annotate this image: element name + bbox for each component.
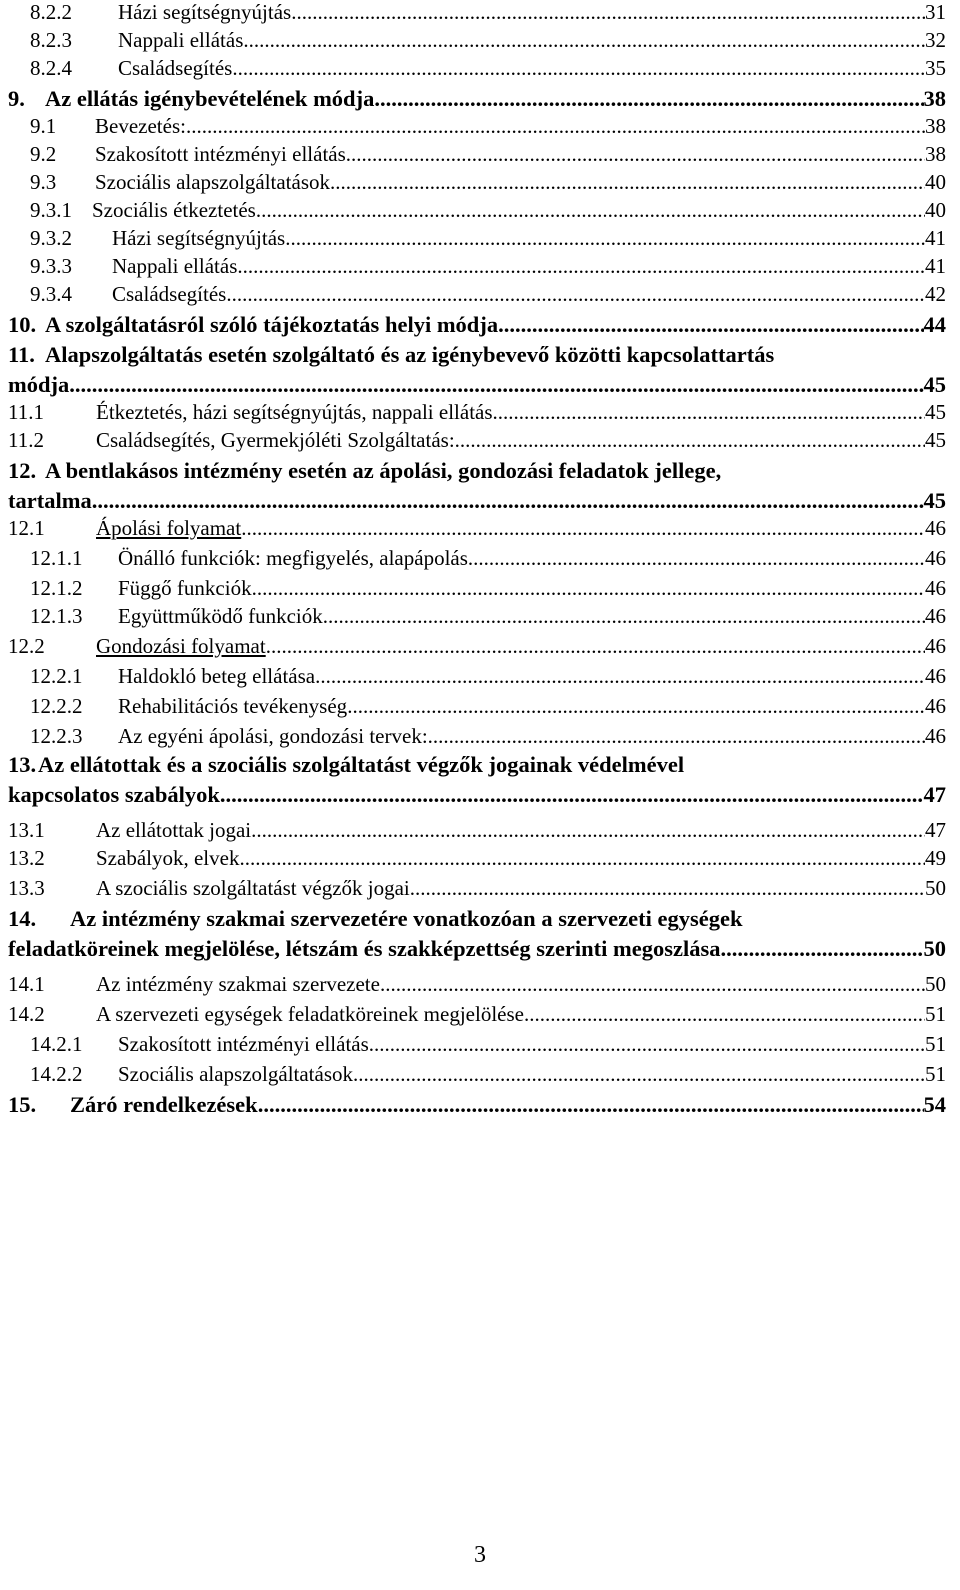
toc-entry-page: 42: [925, 282, 946, 306]
toc-dot-leader: [226, 282, 925, 307]
toc-dot-leader: [347, 694, 925, 719]
toc-entry-continuation[interactable]: [8, 488, 946, 518]
toc-entry[interactable]: [8, 400, 946, 430]
toc-entry[interactable]: [30, 170, 946, 200]
toc-entry-title: Nappali ellátás: [112, 254, 238, 278]
toc-entry[interactable]: [30, 576, 946, 606]
toc-entry-page: 32: [925, 28, 946, 52]
toc-entry-title: Szakosított intézményi ellátás: [95, 142, 346, 166]
toc-entry[interactable]: [30, 56, 946, 86]
toc-entry-page: 38: [923, 86, 946, 111]
toc-entry-number: 12.1.1: [30, 546, 83, 570]
toc-entry-continuation[interactable]: [8, 372, 946, 402]
toc-dot-leader: [369, 1032, 925, 1057]
toc-entry[interactable]: [8, 876, 946, 906]
toc-dot-leader: [243, 28, 925, 53]
toc-entry-number: 12.: [8, 458, 37, 483]
toc-dot-leader: [323, 604, 925, 629]
toc-entry-page: 46: [925, 694, 946, 718]
toc-entry-title: Rehabilitációs tevékenység: [118, 694, 348, 718]
toc-entry-number: 9.1: [30, 114, 57, 138]
toc-dot-leader: [256, 198, 925, 223]
toc-entry-title: Családsegítés: [112, 282, 227, 306]
toc-entry-page: 50: [925, 972, 946, 996]
toc-entry-page: 41: [925, 226, 946, 250]
toc-dot-leader: [251, 818, 925, 843]
toc-entry-title: Haldokló beteg ellátása: [118, 664, 316, 688]
toc-dot-leader: [428, 724, 925, 749]
toc-entry-number: 14.1: [8, 972, 45, 996]
toc-entry-number: 14.2.1: [30, 1032, 83, 1056]
toc-entry-page: 49: [925, 846, 946, 870]
toc-entry-page: 41: [925, 254, 946, 278]
toc-entry[interactable]: [8, 86, 946, 116]
toc-dot-leader: [232, 56, 925, 81]
toc-entry-page: 46: [925, 634, 946, 658]
toc-entry[interactable]: [8, 818, 946, 848]
toc-entry-title: Szociális étkeztetés: [92, 198, 256, 222]
toc-entry[interactable]: [8, 752, 684, 782]
toc-entry[interactable]: [30, 114, 946, 144]
toc-entry-title-continued: módja: [8, 372, 70, 397]
toc-entry[interactable]: [8, 906, 742, 936]
toc-entry-page: 47: [923, 782, 946, 807]
toc-entry-number: 13.2: [8, 846, 45, 870]
toc-dot-leader: [498, 312, 923, 338]
toc-entry[interactable]: [30, 1032, 946, 1062]
toc-entry-number: 9.3.1: [30, 198, 72, 222]
toc-entry-page: 45: [923, 372, 946, 397]
toc-entry[interactable]: [30, 694, 946, 724]
toc-dot-leader: [92, 488, 924, 514]
toc-entry-title: Szociális alapszolgáltatások: [95, 170, 331, 194]
toc-entry[interactable]: [8, 516, 946, 546]
toc-entry-page: 51: [925, 1032, 946, 1056]
toc-entry-number: 14.2: [8, 1002, 45, 1026]
toc-entry-page: 38: [925, 114, 946, 138]
toc-entry[interactable]: [30, 28, 946, 58]
toc-entry-title: Együttműködő funkciók: [118, 604, 323, 628]
toc-dot-leader: [374, 86, 923, 112]
toc-entry[interactable]: [30, 254, 946, 284]
toc-entry-title: Ápolási folyamat: [96, 516, 242, 540]
toc-entry-number: 12.1.3: [30, 604, 83, 628]
toc-entry[interactable]: [8, 1092, 946, 1122]
toc-entry-title: A szociális szolgáltatást végzők jogai: [96, 876, 410, 900]
toc-entry-page: 46: [925, 546, 946, 570]
toc-entry-page: 31: [925, 0, 946, 24]
toc-entry-title: Az ellátottak jogai: [96, 818, 252, 842]
toc-entry[interactable]: [8, 342, 774, 372]
toc-dot-leader: [258, 1092, 924, 1118]
toc-entry-number: 11.: [8, 342, 35, 367]
toc-entry-title: Szociális alapszolgáltatások: [118, 1062, 354, 1086]
toc-entry-title: Étkeztetés, házi segítségnyújtás, nappali ellátás: [96, 400, 493, 424]
toc-entry-title: Az egyéni ápolási, gondozási tervek:: [118, 724, 428, 748]
toc-dot-leader: [330, 170, 925, 195]
toc-entry-number: 14.2.2: [30, 1062, 83, 1086]
toc-entry-page: 51: [925, 1062, 946, 1086]
toc-entry-page: 40: [925, 198, 946, 222]
toc-entry-number: 9.3.4: [30, 282, 72, 306]
toc-entry-number: 9.: [8, 86, 25, 111]
toc-entry[interactable]: [30, 604, 946, 634]
toc-dot-leader: [266, 634, 925, 659]
toc-entry-page: 46: [925, 576, 946, 600]
toc-entry-number: 11.2: [8, 428, 44, 452]
toc-entry[interactable]: [30, 282, 946, 312]
toc-entry[interactable]: [8, 312, 946, 342]
toc-entry-title: Házi segítségnyújtás: [112, 226, 286, 250]
toc-entry-title-continued: tartalma: [8, 488, 92, 513]
toc-entry-number: 12.2.3: [30, 724, 83, 748]
toc-dot-leader: [241, 516, 925, 541]
toc-entry[interactable]: [8, 972, 946, 1002]
toc-entry-page: 46: [925, 516, 946, 540]
toc-dot-leader: [186, 114, 925, 139]
toc-entry-title: A szolgáltatásról szóló tájékoztatás helyi módja: [45, 312, 499, 337]
toc-entry-title: Az intézmény szakmai szervezetére vonatkozóan a szervezeti egységek: [70, 906, 743, 931]
toc-entry-title: A bentlakásos intézmény esetén az ápolási, gondozási feladatok jellege,: [45, 458, 722, 483]
page-number: 3: [474, 1542, 486, 1568]
toc-entry-page: 46: [925, 724, 946, 748]
toc-dot-leader: [346, 142, 925, 167]
toc-entry-number: 12.2.1: [30, 664, 83, 688]
toc-entry-page: 46: [925, 604, 946, 628]
toc-entry-title: Záró rendelkezések: [70, 1092, 258, 1117]
toc-entry[interactable]: [30, 664, 946, 694]
toc-entry[interactable]: [8, 846, 946, 876]
toc-entry[interactable]: [30, 1062, 946, 1092]
toc-entry-page: 54: [923, 1092, 946, 1117]
toc-entry-page: 45: [925, 428, 946, 452]
toc-dot-leader: [721, 936, 924, 962]
toc-entry-title: Az intézmény szakmai szervezete: [96, 972, 380, 996]
toc-entry-page: 47: [925, 818, 946, 842]
toc-entry-number: 9.3.3: [30, 254, 72, 278]
toc-entry-page: 46: [925, 664, 946, 688]
toc-dot-leader: [493, 400, 925, 425]
toc-entry-title: Az ellátottak és a szociális szolgáltatást végzők jogainak védelmével: [38, 752, 685, 777]
toc-entry-title: Függő funkciók: [118, 576, 252, 600]
toc-entry-number: 12.2: [8, 634, 45, 658]
toc-entry-title: Nappali ellátás: [118, 28, 244, 52]
toc-entry-title: Szabályok, elvek: [96, 846, 240, 870]
toc-entry[interactable]: [30, 724, 946, 754]
toc-entry-title: Bevezetés:: [95, 114, 186, 138]
toc-entry-title: Házi segítségnyújtás: [118, 0, 292, 24]
toc-entry-title: Gondozási folyamat: [96, 634, 266, 658]
toc-entry-page: 40: [925, 170, 946, 194]
toc-dot-leader: [285, 226, 925, 251]
toc-entry-title: Családsegítés: [118, 56, 233, 80]
toc-entry[interactable]: [8, 1002, 946, 1032]
toc-entry-title: Szakosított intézményi ellátás: [118, 1032, 369, 1056]
toc-entry-page: 51: [925, 1002, 946, 1026]
toc-entry-continuation[interactable]: [8, 936, 946, 966]
toc-entry[interactable]: [8, 428, 946, 458]
toc-entry-continuation[interactable]: [8, 782, 946, 812]
toc-entry-number: 14.: [8, 906, 37, 931]
toc-dot-leader: [252, 576, 925, 601]
toc-entry-number: 8.2.3: [30, 28, 72, 52]
toc-entry-number: 12.2.2: [30, 694, 83, 718]
toc-entry[interactable]: [30, 546, 946, 576]
toc-entry-number: 12.1: [8, 516, 45, 540]
toc-entry-title-continued: feladatköreinek megjelölése, létszám és szakképzettség szerinti megoszlása: [8, 936, 721, 961]
toc-dot-leader: [69, 372, 923, 398]
toc-entry-title: Önálló funkciók: megfigyelés, alapápolás: [118, 546, 468, 570]
toc-entry[interactable]: [8, 634, 946, 664]
toc-entry-page: 50: [925, 876, 946, 900]
toc-dot-leader: [524, 1002, 925, 1027]
toc-entry-page: 35: [925, 56, 946, 80]
toc-entry-number: 15.: [8, 1092, 37, 1117]
toc-entry-number: 13.1: [8, 818, 45, 842]
toc-entry[interactable]: [30, 142, 946, 172]
toc-entry-page: 38: [925, 142, 946, 166]
toc-entry-title: Az ellátás igénybevételének módja: [45, 86, 375, 111]
toc-entry[interactable]: [30, 0, 946, 30]
toc-entry-title-continued: kapcsolatos szabályok: [8, 782, 220, 807]
toc-dot-leader: [239, 846, 925, 871]
toc-entry-title: A szervezeti egységek feladatköreinek megjelölése: [96, 1002, 524, 1026]
toc-entry-number: 9.3.2: [30, 226, 72, 250]
toc-dot-leader: [410, 876, 925, 901]
toc-dot-leader: [291, 0, 925, 25]
toc-entry-number: 8.2.2: [30, 0, 72, 24]
toc-entry-title: Alapszolgáltatás esetén szolgáltató és az igénybevevő közötti kapcsolattartás: [45, 342, 775, 367]
toc-entry-number: 11.1: [8, 400, 44, 424]
toc-dot-leader: [380, 972, 925, 997]
toc-entry-number: 12.1.2: [30, 576, 83, 600]
toc-entry-number: 13.: [8, 752, 37, 777]
toc-entry-page: 45: [923, 488, 946, 513]
toc-dot-leader: [353, 1062, 925, 1087]
toc-entry-number: 13.3: [8, 876, 45, 900]
toc-entry-number: 9.3: [30, 170, 57, 194]
toc-entry-page: 44: [923, 312, 946, 337]
toc-dot-leader: [237, 254, 925, 279]
toc-entry-number: 10.: [8, 312, 37, 337]
toc-entry-number: 8.2.4: [30, 56, 72, 80]
toc-entry-title: Családsegítés, Gyermekjóléti Szolgáltatás:: [96, 428, 455, 452]
toc-dot-leader: [468, 546, 925, 571]
toc-dot-leader: [315, 664, 925, 689]
toc-entry[interactable]: [30, 226, 946, 256]
toc-entry[interactable]: [8, 458, 721, 488]
toc-entry[interactable]: [30, 198, 946, 228]
toc-entry-number: 9.2: [30, 142, 57, 166]
toc-dot-leader: [455, 428, 925, 453]
toc-entry-page: 45: [925, 400, 946, 424]
toc-dot-leader: [220, 782, 924, 808]
toc-entry-page: 50: [923, 936, 946, 961]
